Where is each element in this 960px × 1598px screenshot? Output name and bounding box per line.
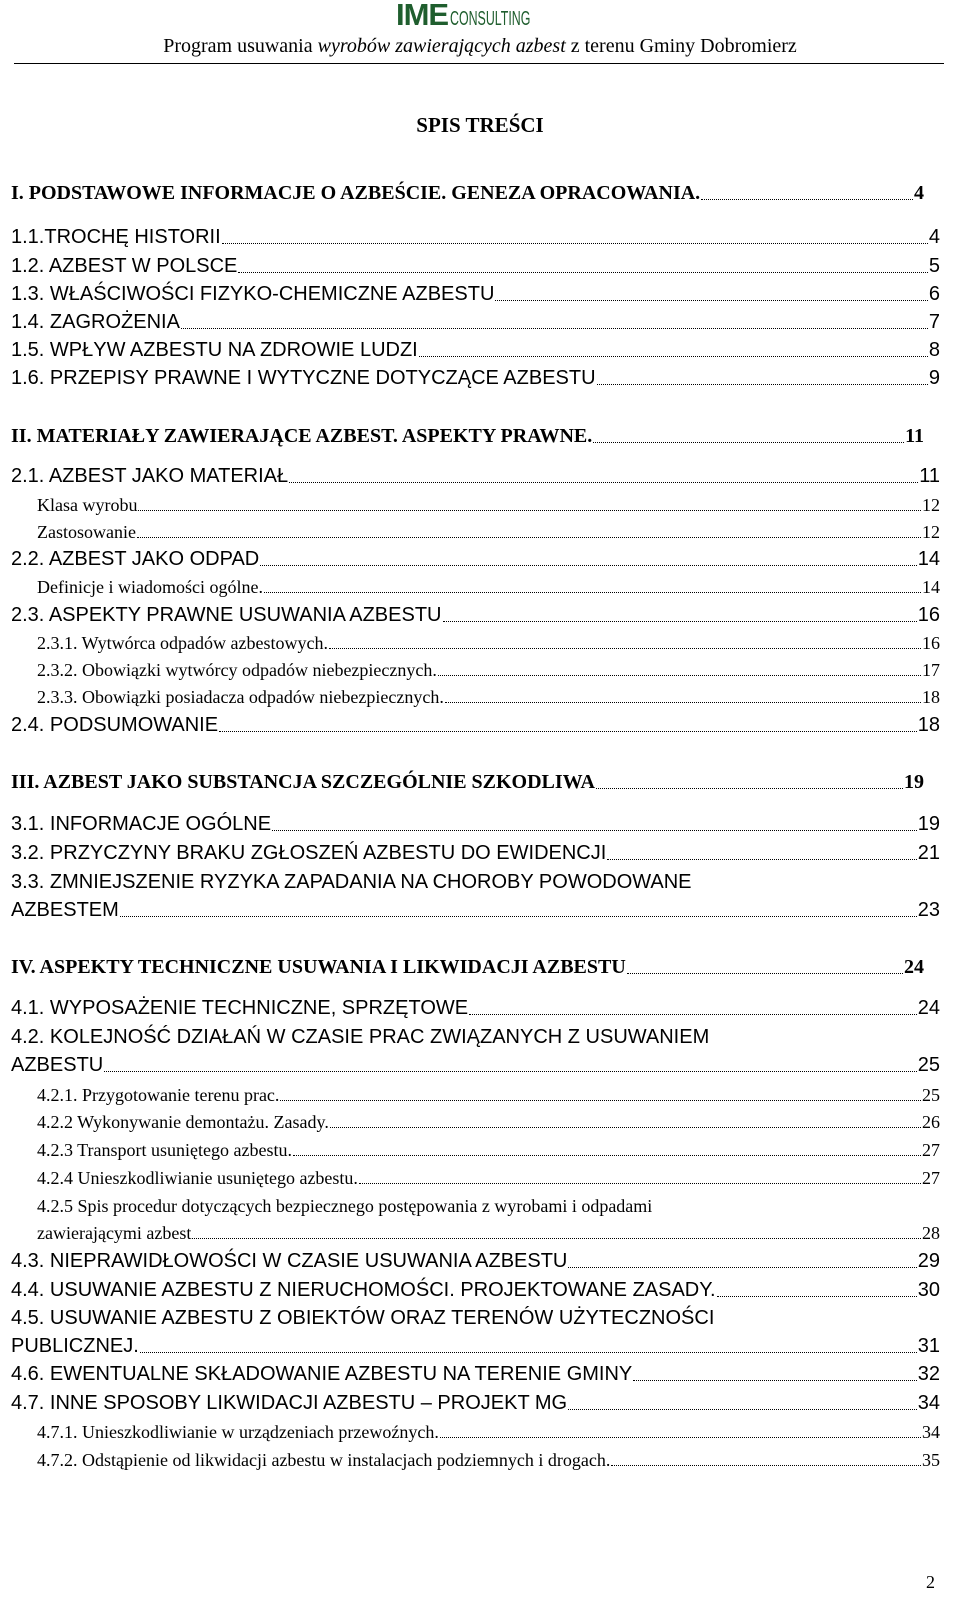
toc-entry-label: 1.5. WPŁYW AZBESTU NA ZDROWIE LUDZI [11, 339, 418, 361]
toc-entry-label: 4.2.1. Przygotowanie terenu prac. [37, 1085, 280, 1105]
toc-leader [272, 830, 917, 831]
toc-entry-page: 27 [922, 1140, 940, 1160]
toc-entry-label: 2.2. AZBEST JAKO ODPAD [11, 548, 260, 570]
ime-consulting-logo [396, 0, 580, 30]
toc-entry-label: II. MATERIAŁY ZAWIERAJĄCE AZBEST. ASPEKTY PRAWNE. [11, 425, 593, 447]
toc-leader [438, 675, 921, 676]
toc-leader [260, 565, 917, 566]
toc-entry-label: 4.2.3 Transport usuniętego azbestu. [37, 1140, 292, 1160]
logo-consulting-text: CONSULTING [450, 8, 531, 30]
toc-leader [568, 1267, 916, 1268]
toc-entry-2-2[interactable] [11, 547, 940, 571]
toc-entry-page: 29 [917, 1250, 940, 1272]
toc-entry-4-4[interactable] [11, 1278, 940, 1302]
toc-entry-label: 2.3.3. Obowiązki posiadacza odpadów niebezpiecznych. [37, 687, 444, 707]
toc-leader [445, 702, 921, 703]
toc-entry-page: 7 [928, 311, 940, 333]
toc-entry-4-2-3[interactable] [37, 1139, 940, 1161]
toc-entry-2-1[interactable] [11, 464, 940, 488]
toc-entry-page: 18 [922, 687, 940, 707]
toc-entry-4-2-5[interactable] [37, 1195, 940, 1244]
toc-entry-page: 14 [922, 577, 940, 597]
toc-entry-page: 11 [919, 465, 940, 487]
toc-entry-2-3-1[interactable] [37, 632, 940, 654]
toc-leader [611, 1465, 921, 1466]
toc-entry-page: 18 [917, 714, 940, 736]
toc-leader [104, 1071, 917, 1072]
toc-entry-page: 14 [917, 548, 940, 570]
toc-leader [280, 1100, 921, 1101]
toc-leader [568, 1409, 917, 1410]
toc-entry-label-line1: 4.5. USUWANIE AZBESTU Z OBIEKTÓW ORAZ TERENÓW UŻYTECZNOŚCI [11, 1307, 715, 1329]
toc-leader [419, 356, 928, 357]
toc-leader [120, 916, 917, 917]
toc-entry-1-3[interactable] [11, 282, 940, 306]
toc-entry-page: 4 [928, 226, 940, 248]
toc-leader [443, 621, 917, 622]
toc-leader [717, 1296, 917, 1297]
toc-entry-label: 1.6. PRZEPISY PRAWNE I WYTYCZNE DOTYCZĄCE AZBESTU [11, 367, 596, 389]
toc-leader [597, 384, 928, 385]
toc-leader [329, 648, 921, 649]
header-title-part1: Program usuwania [163, 35, 318, 57]
document-header-title [0, 34, 960, 58]
toc-entry-page: 35 [922, 1450, 940, 1470]
toc-entry-label: 4.2.2 Wykonywanie demontażu. Zasady. [37, 1112, 329, 1132]
toc-entry-1-6[interactable] [11, 366, 940, 390]
toc-entry-label: Zastosowanie [37, 522, 136, 542]
page-number: 2 [926, 1572, 935, 1592]
toc-leader [222, 243, 928, 244]
toc-entry-4-2-4[interactable] [37, 1167, 940, 1189]
toc-entry-page: 25 [917, 1054, 940, 1076]
toc-entry-page: 8 [928, 339, 940, 361]
toc-entry-label: 4.7. INNE SPOSOBY LIKWIDACJI AZBESTU – PROJEKT MG [11, 1392, 568, 1414]
toc-entry-2-3[interactable] [11, 603, 940, 627]
toc-entry-1-4[interactable] [11, 310, 940, 334]
toc-entry-page: 32 [917, 1363, 940, 1385]
toc-entry-label: 1.3. WŁAŚCIWOŚCI FIZYKO-CHEMICZNE AZBESTU [11, 283, 495, 305]
toc-entry-page: 26 [922, 1112, 940, 1132]
toc-entry-klasa-wyrobu[interactable] [37, 494, 940, 516]
toc-leader [289, 482, 918, 483]
toc-entry-1-1[interactable] [11, 225, 940, 249]
toc-entry-label-line1: 4.2. KOLEJNOŚĆ DZIAŁAŃ W CZASIE PRAC ZWIĄZANYCH Z USUWANIEM [11, 1026, 710, 1048]
toc-entry-definicje[interactable] [37, 576, 940, 598]
toc-entry-3-3[interactable] [11, 870, 940, 922]
toc-leader [440, 1437, 921, 1438]
toc-entry-4-7-1[interactable] [37, 1421, 940, 1443]
toc-entry-4-2-2[interactable] [37, 1111, 940, 1133]
toc-entry-label-line1: 3.3. ZMNIEJSZENIE RYZYKA ZAPADANIA NA CHOROBY POWODOWANE [11, 871, 692, 893]
toc-entry-page: 24 [917, 997, 940, 1019]
toc-entry-page: 12 [922, 522, 940, 542]
toc-leader [238, 272, 927, 273]
toc-leader [140, 1352, 917, 1353]
toc-leader [627, 973, 903, 974]
toc-entry-4-6[interactable] [11, 1362, 940, 1386]
toc-entry-label: IV. ASPEKTY TECHNICZNE USUWANIA I LIKWIDACJI AZBESTU [11, 956, 626, 978]
toc-entry-page: 19 [917, 813, 940, 835]
toc-entry-label: I. PODSTAWOWE INFORMACJE O AZBEŚCIE. GENEZA OPRACOWANIA. [11, 182, 701, 204]
toc-leader [607, 859, 916, 860]
toc-entry-page: 34 [917, 1392, 940, 1414]
header-divider [14, 63, 944, 64]
toc-entry-page: 16 [917, 604, 940, 626]
toc-entry-page: 5 [928, 255, 940, 277]
toc-entry-3-2[interactable] [11, 841, 940, 865]
toc-leader [596, 788, 903, 789]
toc-entry-label: Definicje i wiadomości ogólne. [37, 577, 263, 597]
toc-entry-page: 31 [917, 1335, 940, 1357]
toc-leader [359, 1183, 921, 1184]
toc-leader [495, 300, 927, 301]
toc-entry-label: 2.4. PODSUMOWANIE [11, 714, 219, 736]
toc-leader [264, 592, 921, 593]
toc-entry-4-1[interactable] [11, 996, 940, 1020]
toc-leader [469, 1014, 917, 1015]
toc-entry-label: III. AZBEST JAKO SUBSTANCJA SZCZEGÓLNIE SZKODLIWA [11, 771, 595, 793]
toc-entry-page: 16 [922, 633, 940, 653]
toc-leader [293, 1155, 921, 1156]
toc-entry-3-1[interactable] [11, 812, 940, 836]
toc-entry-page: 12 [922, 495, 940, 515]
toc-entry-label: 4.1. WYPOSAŻENIE TECHNICZNE, SPRZĘTOWE [11, 997, 469, 1019]
toc-entry-2-4[interactable] [11, 713, 940, 737]
toc-entry-2-3-2[interactable] [37, 659, 940, 681]
toc-entry-chapter-1[interactable] [11, 181, 924, 205]
toc-leader [701, 199, 913, 200]
toc-entry-4-2[interactable] [11, 1025, 940, 1077]
toc-entry-label: 4.2.4 Unieszkodliwianie usuniętego azbestu. [37, 1168, 358, 1188]
toc-leader [330, 1127, 921, 1128]
toc-entry-chapter-3[interactable] [11, 770, 924, 794]
toc-entry-label-line2: zawierającymi azbest [37, 1223, 192, 1243]
toc-leader [137, 537, 921, 538]
toc-entry-page: 28 [922, 1223, 940, 1243]
toc-entry-label-line2: AZBESTEM [11, 899, 119, 921]
toc-entry-page: 30 [917, 1279, 940, 1301]
logo-ime-text: IME [396, 0, 449, 32]
toc-leader [192, 1238, 921, 1239]
toc-entry-label-line1: 4.2.5 Spis procedur dotyczących bezpiecznego postępowania z wyrobami i odpadami [37, 1196, 653, 1216]
toc-entry-4-7[interactable] [11, 1391, 940, 1415]
toc-entry-2-3-3[interactable] [37, 686, 940, 708]
toc-entry-label: 3.2. PRZYCZYNY BRAKU ZGŁOSZEŃ AZBESTU DO EWIDENCJI [11, 842, 607, 864]
header-title-italic: wyrobów zawierających azbest [317, 35, 566, 57]
toc-entry-1-2[interactable] [11, 254, 940, 278]
toc-leader [138, 510, 921, 511]
toc-entry-page: 11 [905, 425, 924, 447]
toc-entry-label-line2: AZBESTU [11, 1054, 104, 1076]
toc-entry-page: 6 [928, 283, 940, 305]
toc-entry-page: 25 [922, 1085, 940, 1105]
toc-entry-label: 2.3. ASPEKTY PRAWNE USUWANIA AZBESTU [11, 604, 442, 626]
toc-entry-label: 4.3. NIEPRAWIDŁOWOŚCI W CZASIE USUWANIA AZBESTU [11, 1250, 568, 1272]
toc-entry-label: 2.3.2. Obowiązki wytwórcy odpadów niebezpiecznych. [37, 660, 437, 680]
toc-entry-4-5[interactable] [11, 1306, 940, 1358]
toc-entry-4-2-1[interactable] [37, 1084, 940, 1106]
toc-entry-1-5[interactable] [11, 338, 940, 362]
toc-entry-label: 1.4. ZAGROŻENIA [11, 311, 180, 333]
toc-entry-label: 2.3.1. Wytwórca odpadów azbestowych. [37, 633, 329, 653]
toc-entry-label: 3.1. INFORMACJE OGÓLNE [11, 813, 272, 835]
toc-leader [181, 328, 928, 329]
toc-entry-page: 21 [917, 842, 940, 864]
toc-entry-page: 23 [917, 899, 940, 921]
toc-entry-label-line2: PUBLICZNEJ. [11, 1335, 139, 1357]
toc-entry-4-3[interactable] [11, 1249, 940, 1273]
toc-entry-label: Klasa wyrobu [37, 495, 138, 515]
toc-entry-page: 34 [922, 1422, 940, 1442]
toc-entry-page: 24 [904, 956, 924, 978]
toc-entry-label: 4.7.1. Unieszkodliwianie w urządzeniach przewoźnych. [37, 1422, 439, 1442]
toc-entry-page: 19 [904, 771, 924, 793]
toc-entry-label: 4.6. EWENTUALNE SKŁADOWANIE AZBESTU NA TERENIE GMINY [11, 1363, 633, 1385]
toc-entry-page: 9 [928, 367, 940, 389]
toc-entry-zastosowanie[interactable] [37, 521, 940, 543]
header-title-part2: z terenu Gminy Dobromierz [565, 35, 797, 57]
toc-entry-label: 4.4. USUWANIE AZBESTU Z NIERUCHOMOŚCI. PROJEKTOWANE ZASADY. [11, 1279, 716, 1301]
toc-entry-label: 1.1.TROCHĘ HISTORII [11, 226, 221, 248]
toc-entry-label: 2.1. AZBEST JAKO MATERIAŁ [11, 465, 289, 487]
toc-leader [593, 442, 904, 443]
toc-heading: SPIS TREŚCI [416, 113, 544, 137]
toc-entry-4-7-2[interactable] [37, 1449, 940, 1471]
toc-entry-chapter-2[interactable] [11, 424, 924, 448]
toc-entry-page: 27 [922, 1168, 940, 1188]
toc-leader [633, 1380, 917, 1381]
toc-entry-page: 4 [914, 182, 924, 204]
toc-entry-chapter-4[interactable] [11, 955, 924, 979]
toc-leader [219, 731, 917, 732]
toc-entry-label: 4.7.2. Odstąpienie od likwidacji azbestu w instalacjach podziemnych i drogach. [37, 1450, 611, 1470]
toc-entry-label: 1.2. AZBEST W POLSCE [11, 255, 238, 277]
toc-entry-page: 17 [922, 660, 940, 680]
